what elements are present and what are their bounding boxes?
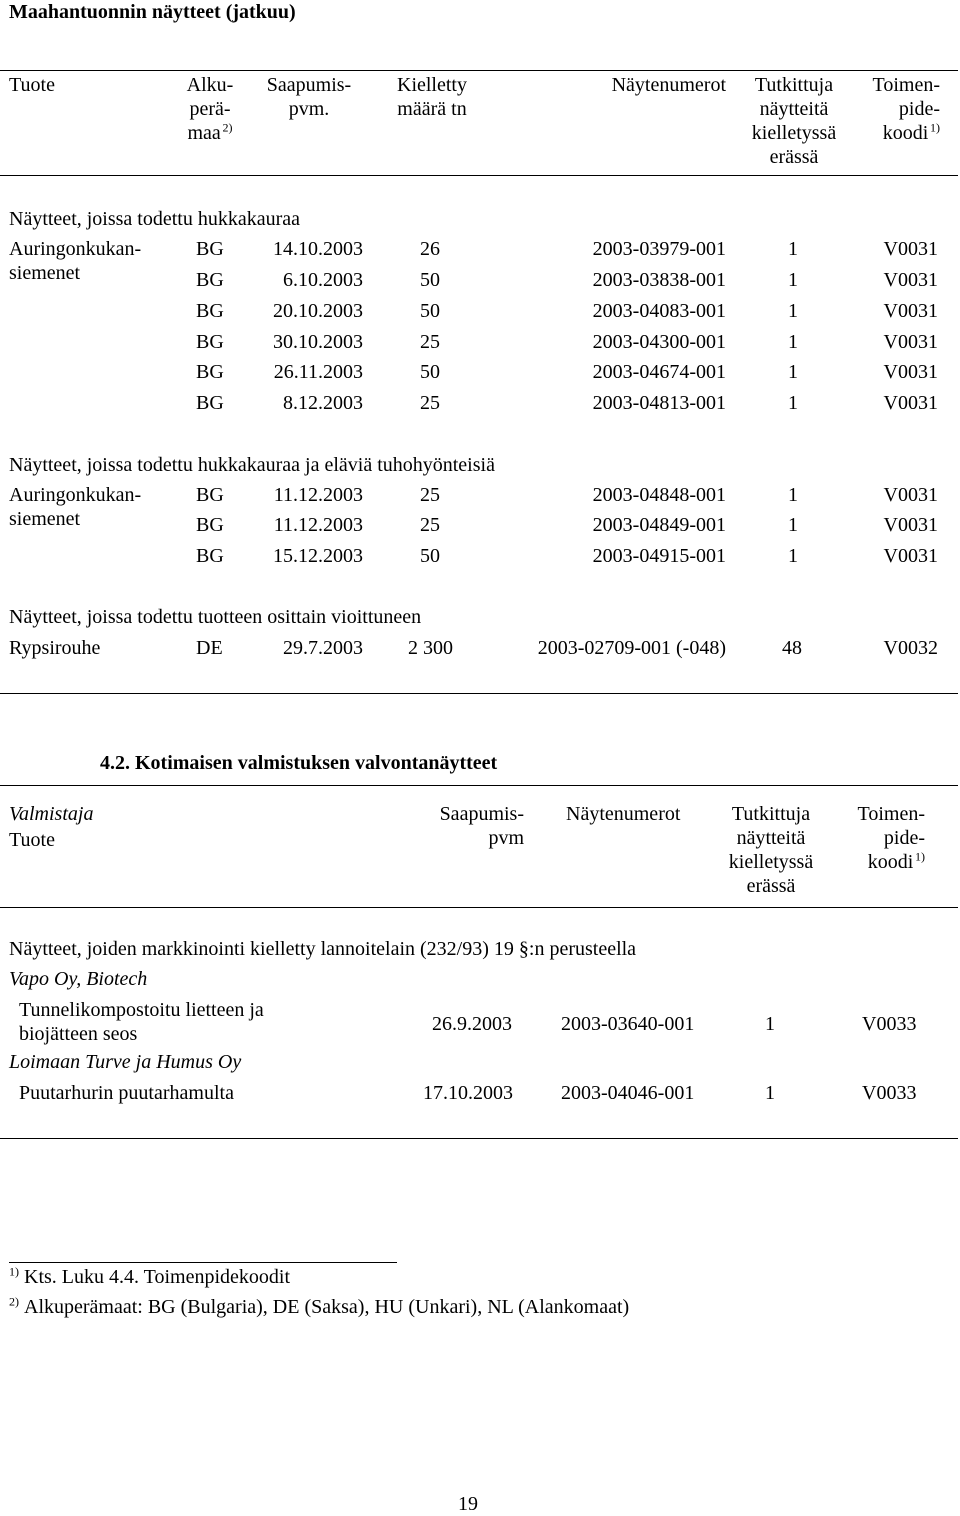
footnote-text: Alkuperämaat: BG (Bulgaria), DE (Saksa), HU (Unkari), NL (Alankomaat) (24, 1296, 630, 1318)
header-origin-line: perä- (189, 98, 231, 120)
cell-date: 17.10.2003 (423, 1082, 513, 1104)
footnote-mark: 1) (9, 1264, 19, 1279)
cell-date: 15.12.2003 (273, 545, 363, 567)
cell-examined: 48 (782, 637, 802, 659)
footnote (9, 1265, 290, 1289)
section-heading: 4.2. Kotimaisen valmistuksen valvontanäytteet (100, 752, 498, 774)
header-arrival-line: Saapumis- (266, 74, 352, 96)
cell-examined: 1 (788, 514, 798, 536)
cell-sample: 2003-03640-001 (561, 1013, 695, 1035)
header-examined (715, 802, 827, 898)
page-title: Maahantuonnin näytteet (jatkuu) (9, 1, 296, 23)
cell-code: V0033 (862, 1082, 917, 1104)
header-origin-line: maa $^{2)}$ (187, 120, 233, 144)
cell-code: V0031 (883, 300, 938, 322)
cell-qty: 25 (420, 514, 440, 536)
cell-qty: 25 (420, 484, 440, 506)
header-action-line: koodi $^{1)}$ (882, 120, 940, 144)
cell-examined: 1 (788, 238, 798, 260)
product-line: biojätteen seos (19, 1023, 138, 1045)
product-line: siemenet (9, 508, 81, 530)
cell-qty: 50 (420, 300, 440, 322)
header-examined-line: kielletyssä (751, 122, 837, 144)
header-manufacturer: Valmistaja (9, 803, 94, 825)
cell-sample: 2003-04848-001 (592, 484, 726, 506)
section-title: Näytteet, joissa todettu hukkakauraa ja eläviä tuhohyönteisiä (9, 454, 495, 476)
group-title: Näytteet, joiden markkinointi kielletty lannoitelain (232/93) 19 §:n perusteella (9, 938, 637, 960)
cell-qty: 50 (420, 269, 440, 291)
header-examined-line: erässä (746, 875, 796, 897)
footnote-mark: 2) (9, 1294, 19, 1309)
section-title: Näytteet, joissa todettu tuotteen osittain vioittuneen (9, 606, 422, 628)
table2-header-rule (0, 907, 958, 908)
footnote-rule (9, 1262, 397, 1263)
cell-examined: 1 (788, 331, 798, 353)
cell-date: 26.11.2003 (273, 361, 363, 383)
cell-sample: 2003-03838-001 (592, 269, 726, 291)
footnote-ref-1: 1) (915, 849, 925, 864)
cell-code: V0031 (883, 484, 938, 506)
product-line: siemenet (9, 262, 81, 284)
footnote (9, 1295, 629, 1319)
product-name (9, 483, 141, 531)
manufacturer-name: Loimaan Turve ja Humus Oy (9, 1051, 242, 1073)
header-action-line: pide- (898, 98, 940, 120)
cell-sample: 2003-02709-001 (-048) (537, 637, 726, 659)
product-name (9, 237, 141, 285)
header-qty-line: Kielletty (397, 74, 467, 96)
cell-qty: 25 (420, 331, 440, 353)
page-number: 19 (458, 1493, 478, 1515)
product-line: Auringonkukan- (9, 484, 142, 506)
header-examined-line: kielletyssä (728, 851, 814, 873)
cell-origin: BG (196, 545, 224, 567)
cell-origin: BG (196, 361, 224, 383)
cell-origin: BG (196, 238, 224, 260)
cell-sample: 2003-04300-001 (592, 331, 726, 353)
cell-code: V0031 (883, 331, 938, 353)
cell-sample: 2003-04849-001 (592, 514, 726, 536)
header-action-line: koodi $^{1)}$ (867, 849, 925, 873)
cell-code: V0031 (883, 514, 938, 536)
cell-date: 11.12.2003 (273, 484, 363, 506)
cell-qty: 25 (420, 392, 440, 414)
cell-date: 11.12.2003 (273, 514, 363, 536)
cell-examined: 1 (788, 269, 798, 291)
header-action-line: Toimen- (857, 803, 925, 825)
cell-date: 29.7.2003 (283, 637, 363, 659)
cell-origin: DE (196, 637, 223, 659)
header-action (850, 73, 940, 145)
header-action (840, 802, 925, 874)
cell-date: 8.12.2003 (283, 392, 363, 414)
header-examined (738, 73, 850, 169)
header-arrival (256, 73, 362, 121)
cell-code: V0031 (883, 361, 938, 383)
header-examined-line: näytteitä (736, 827, 806, 849)
cell-qty: 2 300 (408, 637, 453, 659)
cell-examined: 1 (788, 361, 798, 383)
table-top-rule (0, 70, 958, 71)
cell-qty: 50 (420, 545, 440, 567)
cell-date: 14.10.2003 (273, 238, 363, 260)
header-origin (180, 73, 240, 145)
cell-examined: 1 (788, 392, 798, 414)
cell-code: V0031 (883, 392, 938, 414)
header-banned-qty (380, 73, 484, 121)
header-sample-numbers: Näytenumerot (611, 74, 726, 96)
table2-top-rule (0, 785, 958, 786)
cell-origin: BG (196, 392, 224, 414)
cell-origin: BG (196, 484, 224, 506)
cell-examined: 1 (788, 300, 798, 322)
header-examined-line: Tutkittuja (731, 803, 811, 825)
cell-date: 20.10.2003 (273, 300, 363, 322)
cell-date: 6.10.2003 (283, 269, 363, 291)
cell-code: V0031 (883, 545, 938, 567)
header-arrival-line: pvm. (288, 98, 330, 120)
cell-examined: 1 (788, 545, 798, 567)
cell-origin: BG (196, 514, 224, 536)
cell-qty: 50 (420, 361, 440, 383)
header-sample-numbers: Näytenumerot (566, 803, 681, 825)
table2-bottom-rule (0, 1138, 958, 1139)
cell-sample: 2003-03979-001 (592, 238, 726, 260)
header-examined-line: näytteitä (759, 98, 829, 120)
header-arrival-line: Saapumis- (439, 803, 524, 825)
table-bottom-rule (0, 693, 958, 694)
cell-code: V0031 (883, 269, 938, 291)
cell-code: V0031 (883, 238, 938, 260)
cell-origin: BG (196, 269, 224, 291)
cell-origin: BG (196, 300, 224, 322)
cell-sample: 2003-04674-001 (592, 361, 726, 383)
product-line: Tunnelikompostoitu lietteen ja (19, 999, 264, 1021)
cell-sample: 2003-04083-001 (592, 300, 726, 322)
product-name: Rypsirouhe (9, 637, 101, 659)
manufacturer-name: Vapo Oy, Biotech (9, 968, 148, 990)
header-examined-line: erässä (769, 146, 819, 168)
header-action-line: pide- (883, 827, 925, 849)
table-header-rule (0, 175, 958, 176)
footnote-ref-2: 2) (222, 120, 233, 135)
header-qty-line: määrä tn (397, 98, 467, 120)
header-arrival-line: pvm (488, 827, 524, 849)
cell-examined: 1 (765, 1082, 775, 1104)
header-product: Tuote (9, 74, 55, 96)
header-arrival (400, 802, 524, 850)
header-action-line: Toimen- (872, 74, 940, 96)
header-product: Tuote (9, 829, 55, 851)
cell-sample: 2003-04813-001 (592, 392, 726, 414)
cell-code: V0032 (883, 637, 938, 659)
product-name: Puutarhurin puutarhamulta (19, 1082, 234, 1104)
cell-date: 26.9.2003 (432, 1013, 512, 1035)
cell-origin: BG (196, 331, 224, 353)
product-line: Auringonkukan- (9, 238, 142, 260)
cell-examined: 1 (788, 484, 798, 506)
footnote-ref-1: 1) (930, 120, 940, 135)
cell-sample: 2003-04915-001 (592, 545, 726, 567)
header-origin-line: Alku- (186, 74, 234, 96)
section-title: Näytteet, joissa todettu hukkakauraa (9, 208, 301, 230)
footnote-text: Kts. Luku 4.4. Toimenpidekoodit (24, 1266, 290, 1288)
cell-date: 30.10.2003 (273, 331, 363, 353)
cell-sample: 2003-04046-001 (561, 1082, 695, 1104)
cell-qty: 26 (420, 238, 440, 260)
product-name (19, 998, 264, 1046)
cell-examined: 1 (765, 1013, 775, 1035)
cell-code: V0033 (862, 1013, 917, 1035)
header-examined-line: Tutkittuja (754, 74, 834, 96)
